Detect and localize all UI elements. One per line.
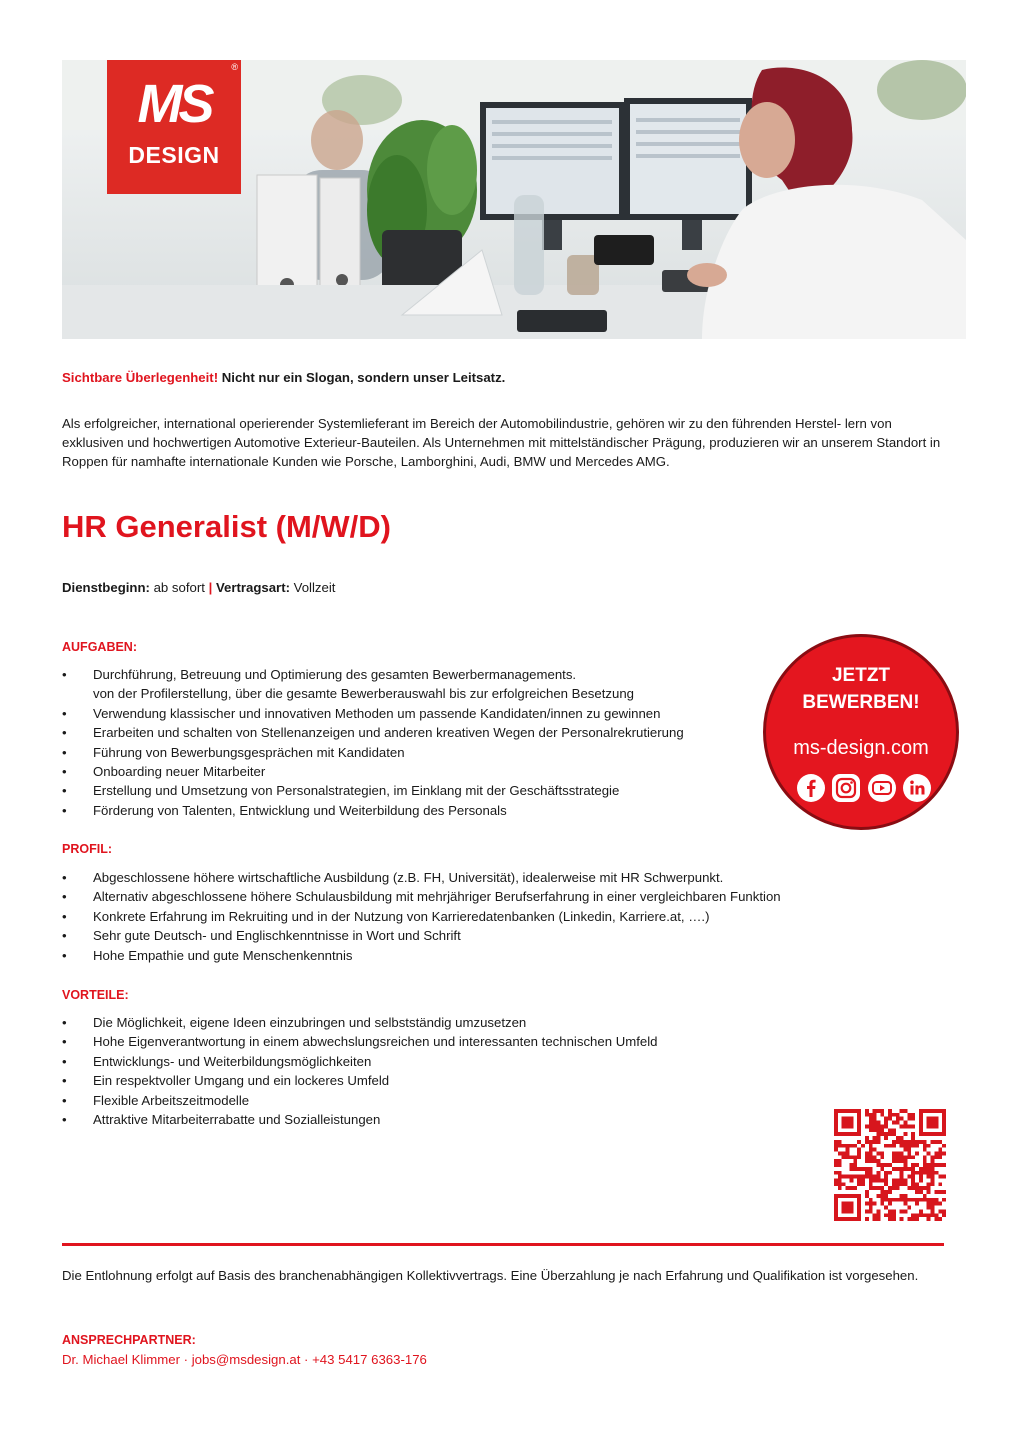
list-item <box>62 926 922 945</box>
contact-details[interactable]: Dr. Michael Klimmer · jobs@msdesign.at · +43 5417 6363-176 <box>62 1352 427 1367</box>
list-item-text: Verwendung klassischer und innovativen Methoden um passende Kandidaten/innen zu gewinnen <box>93 705 661 721</box>
start-label: Dienstbeginn: <box>62 580 150 595</box>
list-item-text: Erarbeiten und schalten von Stellenanzeigen und anderen kreativen Wegen der Personalrekrutierung <box>93 725 684 741</box>
bullet-mark: • <box>62 705 67 721</box>
bullet-mark: • <box>62 802 67 818</box>
contract-label: Vertragsart: <box>212 580 290 595</box>
list-item-text: Flexible Arbeitszeitmodelle <box>93 1092 250 1108</box>
bullet-mark: • <box>62 889 67 905</box>
bullet-mark: • <box>62 764 67 780</box>
bullet-mark: • <box>62 947 67 963</box>
list-item-text: Erstellung und Umsetzung von Personalstrategien, im Einklang mit der Geschäftsstrategie <box>93 783 620 799</box>
list-item <box>62 1110 822 1129</box>
list-item-text: Durchführung, Betreuung und Optimierung des gesamten Bewerbermanagements. <box>93 667 577 682</box>
social-icons <box>796 773 932 803</box>
list-item <box>62 781 752 800</box>
list-item <box>62 665 752 704</box>
list-item-text: Onboarding neuer Mitarbeiter <box>93 764 266 780</box>
bullet-mark: • <box>62 1092 67 1108</box>
slogan-rest: Nicht nur ein Slogan, sondern unser Leitsatz. <box>218 370 506 385</box>
meta-separator: | <box>208 580 213 595</box>
list-item <box>62 907 922 926</box>
profile-list <box>62 868 922 965</box>
list-item-text: Förderung von Talenten, Entwicklung und Weiterbildung des Personals <box>93 802 507 818</box>
bullet-mark: • <box>62 1034 67 1050</box>
list-item-text: Die Möglichkeit, eigene Ideen einzubringen und selbstständig umzusetzen <box>93 1015 527 1030</box>
profile-heading: PROFIL: <box>62 842 112 856</box>
header-photo <box>62 60 966 339</box>
qr-code[interactable] <box>834 1109 946 1221</box>
linkedin-icon[interactable] <box>902 773 932 803</box>
slogan <box>62 368 952 387</box>
list-item-text: Führung von Bewerbungsgesprächen mit Kandidaten <box>93 744 405 760</box>
list-item <box>62 1032 822 1051</box>
logo-ms: MS <box>137 74 211 134</box>
bullet-mark: • <box>62 667 67 682</box>
benefits-heading: VORTEILE: <box>62 988 129 1002</box>
list-item-text: Hohe Empathie und gute Menschenkenntnis <box>93 947 353 963</box>
list-item <box>62 946 922 965</box>
bullet-mark: • <box>62 783 67 799</box>
list-item <box>62 1052 822 1071</box>
badge-line-2: BEWERBEN! <box>802 692 920 713</box>
list-item <box>62 1091 822 1110</box>
contact-heading: ANSPRECHPARTNER: <box>62 1333 196 1347</box>
apply-badge[interactable] <box>763 634 959 830</box>
logo-design: DESIGN <box>128 142 220 168</box>
list-item <box>62 743 752 762</box>
bullet-mark: • <box>62 928 67 944</box>
list-item <box>62 801 752 820</box>
bullet-mark: • <box>62 1073 67 1089</box>
list-item <box>62 723 752 742</box>
list-item-text: Abgeschlossene höhere wirtschaftliche Ausbildung (z.B. FH, Universität), idealerweise mit HR Schwerpunkt. <box>93 870 724 885</box>
badge-line-1: JETZT <box>831 665 891 686</box>
youtube-icon[interactable] <box>867 773 897 803</box>
contract-value: Vollzeit <box>289 580 336 595</box>
bullet-mark: • <box>62 908 67 924</box>
bullet-mark: • <box>62 870 67 885</box>
bullet-mark: • <box>62 744 67 760</box>
list-item-text: Sehr gute Deutsch- und Englischkenntnisse in Wort und Schrift <box>93 928 461 944</box>
slogan-highlight: Sichtbare Überlegenheit! <box>62 370 219 385</box>
list-item-text: Alternativ abgeschlossene höhere Schulausbildung mit mehrjähriger Berufserfahrung in einer vergleichbaren Funktion <box>93 889 781 905</box>
list-item-text: Entwicklungs- und Weiterbildungsmöglichkeiten <box>93 1053 372 1069</box>
list-item <box>62 704 752 723</box>
bullet-mark: • <box>62 1053 67 1069</box>
tasks-list <box>62 665 752 820</box>
list-item <box>62 1013 822 1032</box>
list-item-text: Ein respektvoller Umgang und ein lockeres Umfeld <box>93 1073 390 1089</box>
bullet-mark: • <box>62 725 67 741</box>
job-meta <box>62 578 952 597</box>
list-item-text: Hohe Eigenverantwortung in einem abwechslungsreichen und interessanten technischen Umfeld <box>93 1034 658 1050</box>
list-item <box>62 868 922 887</box>
benefits-list <box>62 1013 822 1129</box>
facebook-icon[interactable] <box>796 773 826 803</box>
badge-url[interactable]: ms-design.com <box>793 737 929 759</box>
list-item <box>62 762 752 781</box>
company-intro: Als erfolgreicher, international operierender Systemlieferant im Bereich der Automobilindustrie, gehören wir zu den führenden Herstel- lern von exklusiven und hochwertigen Automotive Exterieur-Bauteilen. Als Unternehmen mit mittelständischer Prägung, produzieren wir an unserem Standort in Roppen für namhafte internationale Kunden wie Porsche, Lamborghini, Audi, BMW und Mercedes AMG. <box>62 416 941 469</box>
instagram-icon[interactable] <box>831 773 861 803</box>
job-title: HR Generalist (M/W/D) <box>62 509 391 544</box>
list-item-subtext: von der Profilerstellung, über die gesamte Bewerberauswahl bis zur erfolgreichen Besetzung <box>93 686 634 702</box>
registered-mark: ® <box>231 62 238 72</box>
section-divider <box>62 1243 944 1246</box>
list-item-text: Konkrete Erfahrung im Rekruiting und in der Nutzung von Karrieredatenbanken (Linkedin, Karriere.at, ….) <box>93 908 710 924</box>
list-item-text: Attraktive Mitarbeiterrabatte und Sozialleistungen <box>93 1112 381 1128</box>
pay-note: Die Entlohnung erfolgt auf Basis des branchenabhängigen Kollektivvertrags. Eine Überzahlung je nach Erfahrung und Qualifikation ist vorgesehen. <box>62 1268 919 1283</box>
bullet-mark: • <box>62 1015 67 1030</box>
list-item <box>62 887 922 906</box>
list-item <box>62 1071 822 1090</box>
start-value: ab sofort <box>149 580 209 595</box>
ms-design-logo <box>107 60 241 194</box>
tasks-heading: AUFGABEN: <box>62 640 137 654</box>
bullet-mark: • <box>62 1112 67 1128</box>
